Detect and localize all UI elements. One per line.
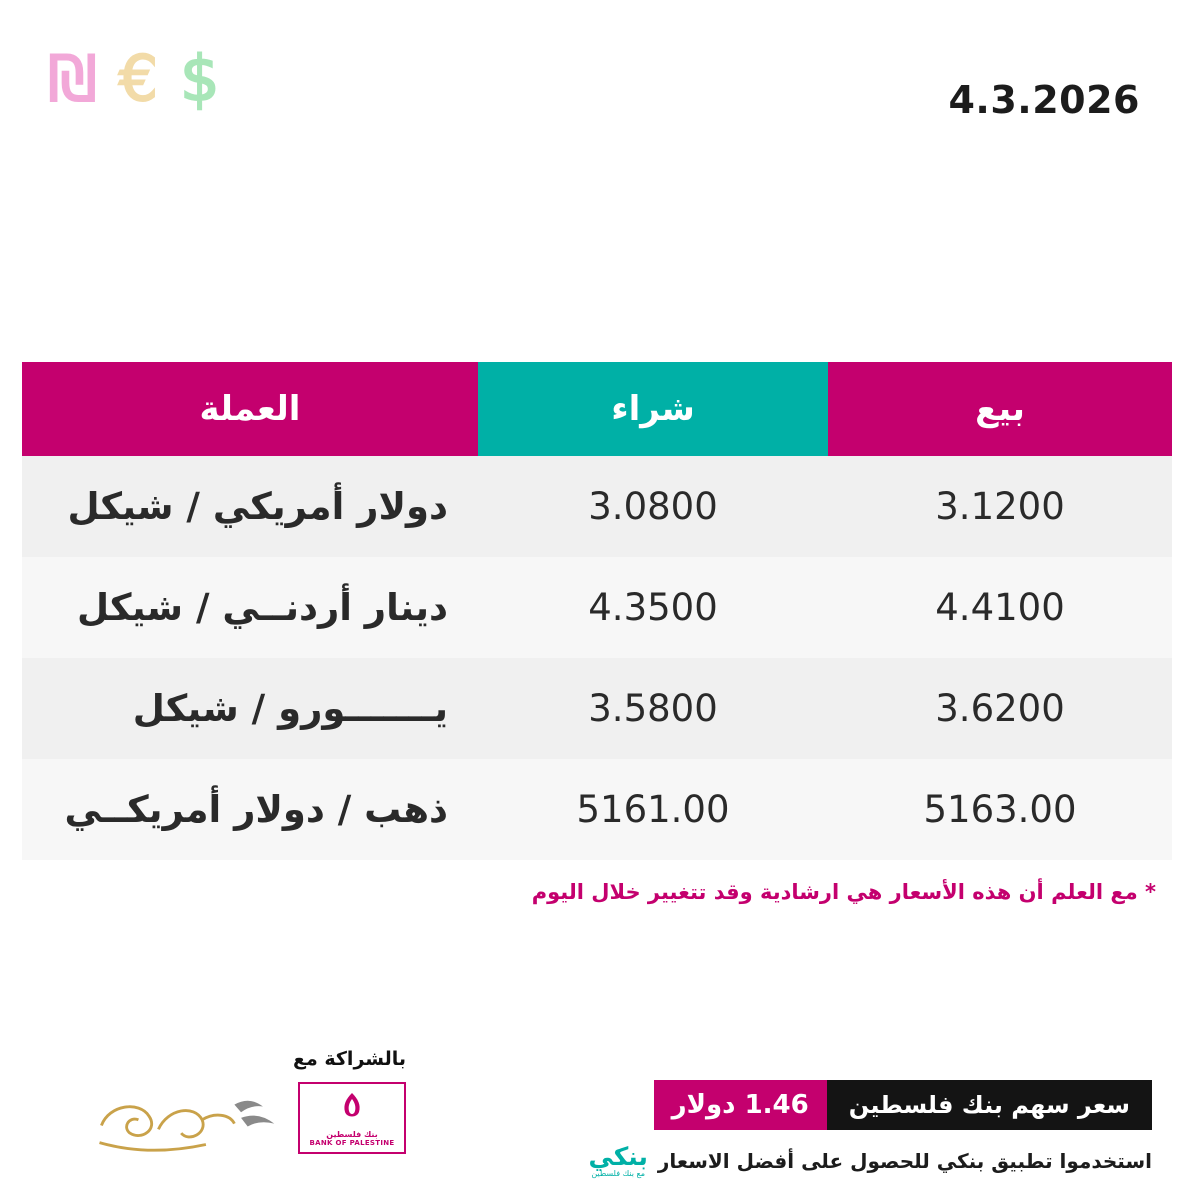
disclaimer-note: * مع العلم أن هذه الأسعار هي ارشادية وقد تتغيير خلال اليوم (531, 880, 1156, 904)
table-row (22, 759, 1172, 860)
sada-news-logo (90, 1078, 280, 1158)
currency-name: ذهب / دولار أمريكــي (22, 759, 478, 860)
header-sell: بيع (828, 362, 1172, 456)
footer-partner-block (46, 1048, 406, 1158)
bank-logo-arabic: بنك فلسطين (326, 1130, 378, 1140)
buy-value: 5161.00 (478, 759, 828, 860)
shekel-icon: ₪ (48, 42, 97, 115)
app-promo-text: استخدموا تطبيق بنكي للحصول على أفضل الاسعار (657, 1149, 1152, 1173)
dollar-icon: $ (180, 42, 220, 115)
sell-value: 3.6200 (828, 658, 1172, 759)
currency-icon-group (48, 42, 220, 115)
partner-label: بالشراكة مع (293, 1048, 406, 1070)
header-buy: شراء (478, 362, 828, 456)
bankey-brand: بنكي (588, 1142, 648, 1171)
header-currency: العملة (22, 362, 478, 456)
bank-of-palestine-logo (298, 1082, 406, 1154)
bank-logo-english: BANK OF PALESTINE (309, 1139, 395, 1148)
table-row (22, 658, 1172, 759)
sell-value: 5163.00 (828, 759, 1172, 860)
footer-share-block (588, 1080, 1152, 1178)
buy-value: 3.5800 (478, 658, 828, 759)
bankey-brand-sub: مع بنك فلسطين (591, 1169, 646, 1178)
page-header (0, 0, 1200, 170)
euro-icon: € (118, 42, 159, 115)
buy-value: 4.3500 (478, 557, 828, 658)
table-row (22, 456, 1172, 557)
table-header-row (22, 362, 1172, 456)
table-row (22, 557, 1172, 658)
currency-name: دولار أمريكي / شيكل (22, 456, 478, 557)
sell-value: 4.4100 (828, 557, 1172, 658)
currency-name: يـــــــورو / شيكل (22, 658, 478, 759)
sell-value: 3.1200 (828, 456, 1172, 557)
exchange-rates-table (28, 362, 1172, 860)
app-promo-line (588, 1144, 1152, 1178)
currency-name: دينار أردنــي / شيكل (22, 557, 478, 658)
share-price-value: 1.46 دولار (654, 1080, 827, 1130)
bank-of-palestine-mark (335, 1090, 369, 1124)
share-price-bar (654, 1080, 1152, 1130)
buy-value: 3.0800 (478, 456, 828, 557)
date-label: 4.3.2026 (948, 78, 1140, 122)
share-price-label: سعر سهم بنك فلسطين (827, 1080, 1152, 1130)
bankey-app-logo (588, 1144, 647, 1178)
